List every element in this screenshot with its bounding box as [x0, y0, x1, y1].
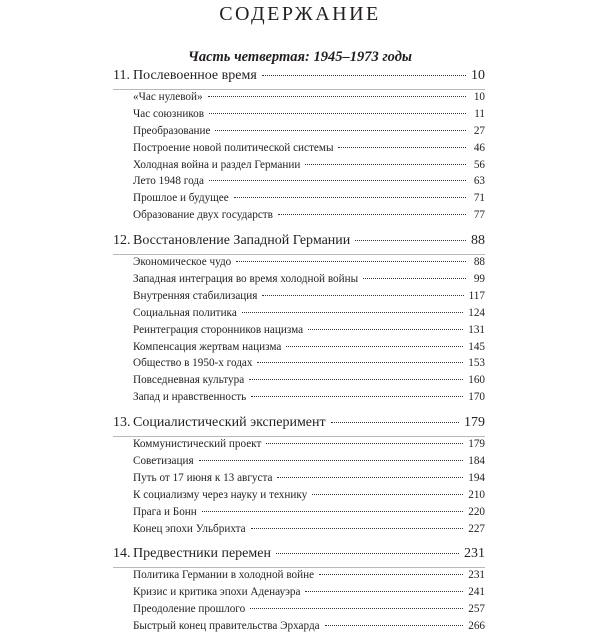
chapter-number: 14.	[113, 546, 131, 562]
chapter-divider	[113, 567, 485, 568]
chapter-title: Социалистический эксперимент	[133, 415, 326, 431]
dot-leader	[209, 180, 466, 181]
dot-leader	[234, 197, 466, 198]
dot-leader	[209, 113, 466, 114]
section-entry[interactable]	[113, 569, 485, 586]
section-entry[interactable]	[113, 91, 485, 108]
section-entry[interactable]	[113, 586, 485, 603]
section-title: Западная интеграция во время холодной войны	[133, 273, 359, 286]
page-number: 145	[468, 340, 485, 353]
chapter-block	[113, 233, 485, 408]
section-title: К социализму через науку и технику	[133, 488, 308, 501]
dot-leader	[286, 346, 463, 347]
chapter-block	[113, 415, 485, 539]
section-entry[interactable]	[113, 472, 485, 489]
section-title: Политика Германии в холодной войне	[133, 569, 315, 582]
page-number: 194	[468, 471, 485, 484]
chapter-title: Послевоенное время	[133, 68, 257, 83]
page-number: 220	[468, 505, 485, 518]
section-entry[interactable]	[113, 455, 485, 472]
chapter-entry[interactable]	[113, 68, 485, 89]
chapter-number: 11.	[113, 68, 130, 83]
dot-leader	[208, 96, 466, 97]
section-entry[interactable]	[113, 256, 485, 273]
chapter-number: 12.	[113, 233, 131, 249]
chapter-entry[interactable]	[113, 546, 485, 567]
section-title: Коммунистический проект	[133, 438, 262, 451]
chapter-entry[interactable]	[113, 233, 485, 254]
dot-leader	[338, 147, 466, 148]
page-number: 241	[468, 586, 485, 599]
section-entry[interactable]	[113, 307, 485, 324]
dot-leader	[250, 608, 463, 609]
section-entry[interactable]	[113, 142, 485, 159]
page-number: 131	[468, 323, 485, 336]
section-entry[interactable]	[113, 489, 485, 506]
section-entry[interactable]	[113, 438, 485, 455]
dot-leader	[305, 591, 463, 592]
section-entry[interactable]	[113, 209, 485, 226]
section-title: Общество в 1950-х годах	[133, 357, 253, 370]
section-title: Холодная война и раздел Германии	[133, 158, 301, 171]
section-title: Внутренняя стабилизация	[133, 289, 258, 302]
dot-leader	[363, 278, 466, 279]
section-title: Быстрый конец правительства Эрхарда	[133, 620, 320, 633]
page-number: 231	[468, 569, 485, 582]
dot-leader	[215, 130, 466, 131]
dot-leader	[277, 477, 463, 478]
dot-leader	[257, 362, 463, 363]
section-title: «Час нулевой»	[133, 91, 203, 103]
page-title: СОДЕРЖАНИЕ	[219, 3, 381, 25]
page-number: 266	[468, 620, 485, 633]
section-title: Советизация	[133, 455, 194, 468]
dot-leader	[262, 295, 463, 296]
page-number: 210	[468, 488, 485, 501]
section-entry[interactable]	[113, 506, 485, 523]
page-number: 10	[473, 91, 485, 103]
page-number: 160	[468, 374, 485, 387]
chapter-title: Предвестники перемен	[133, 546, 271, 562]
dot-leader	[325, 625, 464, 626]
section-entry[interactable]	[113, 192, 485, 209]
page-number: 11	[474, 107, 485, 120]
section-entry[interactable]	[113, 523, 485, 540]
page-number: 88	[473, 256, 485, 269]
section-entry[interactable]	[113, 324, 485, 341]
dot-leader	[305, 164, 466, 165]
section-entry[interactable]	[113, 341, 485, 358]
dot-leader	[251, 396, 463, 397]
page-number: 170	[468, 391, 485, 404]
part-title: Часть четвертая: 1945–1973 годы	[188, 49, 412, 65]
section-title: Социальная политика	[133, 306, 237, 319]
dot-leader	[278, 214, 466, 215]
section-title: Экономическое чудо	[133, 256, 232, 269]
section-entry[interactable]	[113, 290, 485, 307]
dot-leader	[355, 240, 466, 241]
chapter-block	[113, 546, 485, 637]
section-entry[interactable]	[113, 125, 485, 142]
dot-leader	[266, 443, 463, 444]
dot-leader	[308, 329, 463, 330]
section-title: Преодоление прошлого	[133, 603, 246, 616]
page-number: 99	[473, 273, 485, 286]
section-entry[interactable]	[113, 108, 485, 125]
page-number: 184	[468, 455, 485, 468]
section-title: Компенсация жертвам нацизма	[133, 340, 282, 353]
section-entry[interactable]	[113, 374, 485, 391]
section-title: Лето 1948 года	[133, 175, 205, 188]
chapter-entry[interactable]	[113, 415, 485, 436]
section-title: Прага и Бонн	[133, 505, 197, 518]
section-entry[interactable]	[113, 159, 485, 176]
section-title: Запад и нравственность	[133, 391, 247, 404]
dot-leader	[199, 460, 464, 461]
dot-leader	[202, 511, 463, 512]
page-number: 179	[468, 438, 485, 451]
page-number: 179	[464, 415, 485, 431]
section-entry[interactable]	[113, 357, 485, 374]
page-number: 46	[473, 141, 485, 154]
dot-leader	[312, 494, 463, 495]
section-entry[interactable]	[113, 175, 485, 192]
page-number: 63	[473, 175, 485, 188]
chapter-divider	[113, 436, 485, 437]
chapter-block	[113, 68, 485, 226]
page-number: 56	[473, 158, 485, 171]
table-of-contents	[113, 68, 485, 644]
section-title: Реинтеграция сторонников нацизма	[133, 323, 304, 336]
page-number: 88	[471, 233, 485, 249]
page-number: 27	[473, 124, 485, 137]
chapter-divider	[113, 89, 485, 90]
dot-leader	[276, 553, 459, 554]
dot-leader	[236, 261, 466, 262]
dot-leader	[319, 574, 463, 575]
page-number: 227	[468, 522, 485, 535]
dot-leader	[331, 422, 459, 423]
dot-leader	[251, 528, 464, 529]
section-title: Кризис и критика эпохи Аденауэра	[133, 586, 301, 599]
chapter-divider	[113, 254, 485, 255]
dot-leader	[249, 379, 463, 380]
section-entry[interactable]	[113, 620, 485, 637]
section-title: Повседневная культура	[133, 374, 245, 387]
section-title: Прошлое и будущее	[133, 192, 229, 205]
section-title: Час союзников	[133, 107, 205, 120]
section-title: Преобразование	[133, 124, 211, 137]
page-number: 71	[473, 192, 485, 205]
section-title: Путь от 17 июня к 13 августа	[133, 471, 273, 484]
page-number: 153	[468, 357, 485, 370]
dot-leader	[242, 312, 463, 313]
section-entry[interactable]	[113, 603, 485, 620]
section-entry[interactable]	[113, 391, 485, 408]
chapter-title: Восстановление Западной Германии	[133, 233, 351, 249]
section-entry[interactable]	[113, 273, 485, 290]
section-title: Конец эпохи Ульбрихта	[133, 522, 246, 535]
page-number: 117	[468, 289, 485, 302]
page-number: 124	[468, 306, 485, 319]
page-number: 231	[464, 546, 485, 562]
dot-leader	[262, 75, 466, 76]
page-number: 77	[473, 209, 485, 222]
chapter-number: 13.	[113, 415, 131, 431]
page-number: 10	[471, 68, 485, 83]
section-title: Образование двух государств	[133, 209, 273, 222]
page-number: 257	[468, 603, 485, 616]
section-title: Построение новой политической системы	[133, 141, 334, 154]
